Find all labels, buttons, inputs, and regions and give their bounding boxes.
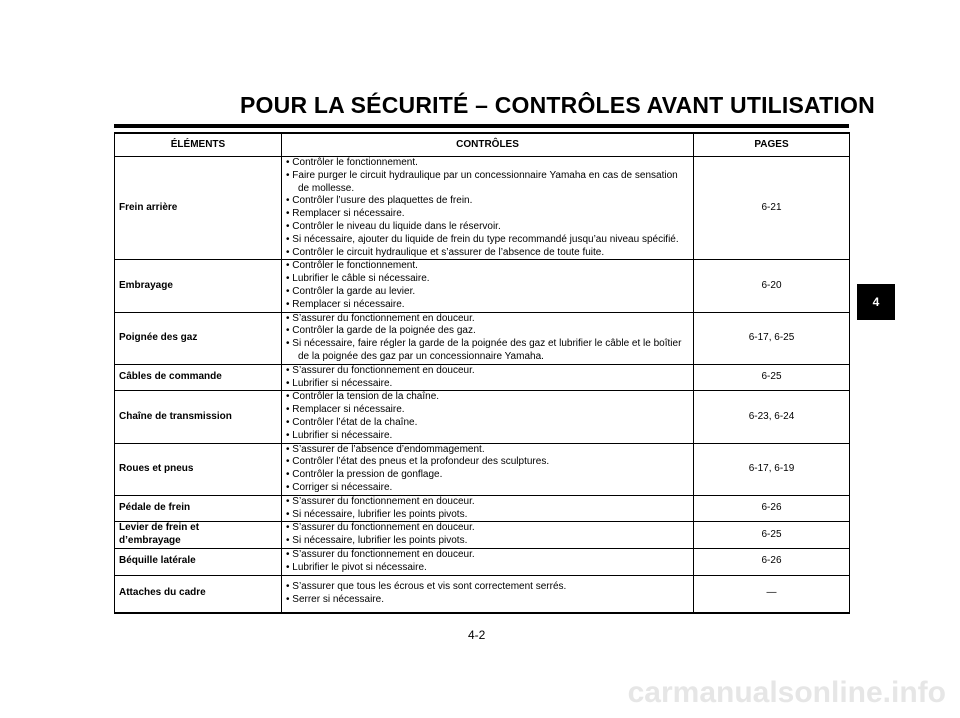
table-row xyxy=(115,443,850,495)
table-row xyxy=(115,495,850,522)
check-item: • Remplacer si nécessaire. xyxy=(286,299,689,312)
row-checks xyxy=(282,260,694,312)
row-checks xyxy=(282,575,694,613)
table-row xyxy=(115,391,850,443)
header-items: ÉLÉMENTS xyxy=(115,133,282,157)
check-item: • Lubrifier si nécessaire. xyxy=(286,430,689,443)
check-item: • S’assurer du fonctionnement en douceur. xyxy=(286,522,689,535)
check-item: • Contrôler le niveau du liquide dans le réservoir. xyxy=(286,221,689,234)
check-item: • Si nécessaire, lubrifier les points pivots. xyxy=(286,509,689,522)
row-checks xyxy=(282,157,694,260)
chapter-tab: 4 xyxy=(857,284,895,320)
row-item: Frein arrière xyxy=(115,157,282,260)
title-rule xyxy=(114,124,849,128)
check-item: • Remplacer si nécessaire. xyxy=(286,404,689,417)
check-item: • Contrôler la tension de la chaîne. xyxy=(286,391,689,404)
row-pages: 6-21 xyxy=(694,157,850,260)
check-item: • Contrôler le circuit hydraulique et s’assurer de l’absence de toute fuite. xyxy=(286,247,689,260)
check-item: • Contrôler le fonctionnement. xyxy=(286,260,689,273)
check-item: • Contrôler le fonctionnement. xyxy=(286,157,689,170)
row-pages: 6-20 xyxy=(694,260,850,312)
row-checks xyxy=(282,522,694,549)
check-item: • Lubrifier si nécessaire. xyxy=(286,378,689,391)
check-item: • Si nécessaire, lubrifier les points pivots. xyxy=(286,535,689,548)
check-item: • Contrôler la pression de gonflage. xyxy=(286,469,689,482)
check-item: • Remplacer si nécessaire. xyxy=(286,208,689,221)
table-row xyxy=(115,575,850,613)
row-item: Pédale de frein xyxy=(115,495,282,522)
row-pages: 6-17, 6-19 xyxy=(694,443,850,495)
table-row xyxy=(115,260,850,312)
check-item: • Contrôler la garde de la poignée des gaz. xyxy=(286,325,689,338)
row-pages: 6-25 xyxy=(694,522,850,549)
header-pages: PAGES xyxy=(694,133,850,157)
header-checks: CONTRÔLES xyxy=(282,133,694,157)
row-pages: 6-25 xyxy=(694,364,850,391)
row-item: Béquille latérale xyxy=(115,548,282,575)
checklist-table xyxy=(114,132,850,614)
check-item: • Si nécessaire, ajouter du liquide de frein du type recommandé jusqu’au niveau spécifié. xyxy=(286,234,689,247)
row-item: Roues et pneus xyxy=(115,443,282,495)
row-pages: 6-26 xyxy=(694,548,850,575)
check-item: • Lubrifier le pivot si nécessaire. xyxy=(286,562,689,575)
check-item: • S’assurer du fonctionnement en douceur. xyxy=(286,496,689,509)
row-item: Embrayage xyxy=(115,260,282,312)
check-item: • Serrer si nécessaire. xyxy=(286,594,689,607)
row-checks xyxy=(282,548,694,575)
row-checks xyxy=(282,495,694,522)
table-row xyxy=(115,157,850,260)
check-item: • S’assurer que tous les écrous et vis sont correctement serrés. xyxy=(286,581,689,594)
row-pages: 6-23, 6-24 xyxy=(694,391,850,443)
check-item: • Contrôler la garde au levier. xyxy=(286,286,689,299)
check-item: • Faire purger le circuit hydraulique par un concessionnaire Yamaha en cas de sensation de mollesse. xyxy=(286,170,689,196)
table-row xyxy=(115,522,850,549)
check-item: • Corriger si nécessaire. xyxy=(286,482,689,495)
check-item: • Si nécessaire, faire régler la garde de la poignée des gaz et lubrifier le câble et le boîtier de la poignée des gaz par un concessionnaire Yamaha. xyxy=(286,338,689,364)
row-item: Attaches du cadre xyxy=(115,575,282,613)
check-item: • Lubrifier le câble si nécessaire. xyxy=(286,273,689,286)
row-checks xyxy=(282,364,694,391)
check-item: • Contrôler l’état de la chaîne. xyxy=(286,417,689,430)
page-title: POUR LA SÉCURITÉ – CONTRÔLES AVANT UTILISATION xyxy=(240,92,875,118)
row-item: Chaîne de transmission xyxy=(115,391,282,443)
row-pages: 6-26 xyxy=(694,495,850,522)
table-row xyxy=(115,548,850,575)
table-row xyxy=(115,364,850,391)
row-checks xyxy=(282,443,694,495)
row-checks xyxy=(282,312,694,364)
row-checks xyxy=(282,391,694,443)
check-item: • S’assurer du fonctionnement en douceur. xyxy=(286,365,689,378)
check-item: • S’assurer du fonctionnement en douceur. xyxy=(286,549,689,562)
row-pages: 6-17, 6-25 xyxy=(694,312,850,364)
page-number: 4-2 xyxy=(468,628,486,642)
table-header-row xyxy=(115,133,850,157)
table-row xyxy=(115,312,850,364)
row-item: Poignée des gaz xyxy=(115,312,282,364)
row-pages: — xyxy=(694,575,850,613)
check-item: • Contrôler l’état des pneus et la profondeur des sculptures. xyxy=(286,456,689,469)
row-item: Câbles de commande xyxy=(115,364,282,391)
check-item: • S’assurer du fonctionnement en douceur. xyxy=(286,313,689,326)
check-item: • Contrôler l’usure des plaquettes de frein. xyxy=(286,195,689,208)
row-item: Levier de frein et d’embrayage xyxy=(115,522,282,549)
check-item: • S’assurer de l’absence d’endommagement. xyxy=(286,444,689,457)
watermark: carmanualsonline.info xyxy=(627,676,946,709)
